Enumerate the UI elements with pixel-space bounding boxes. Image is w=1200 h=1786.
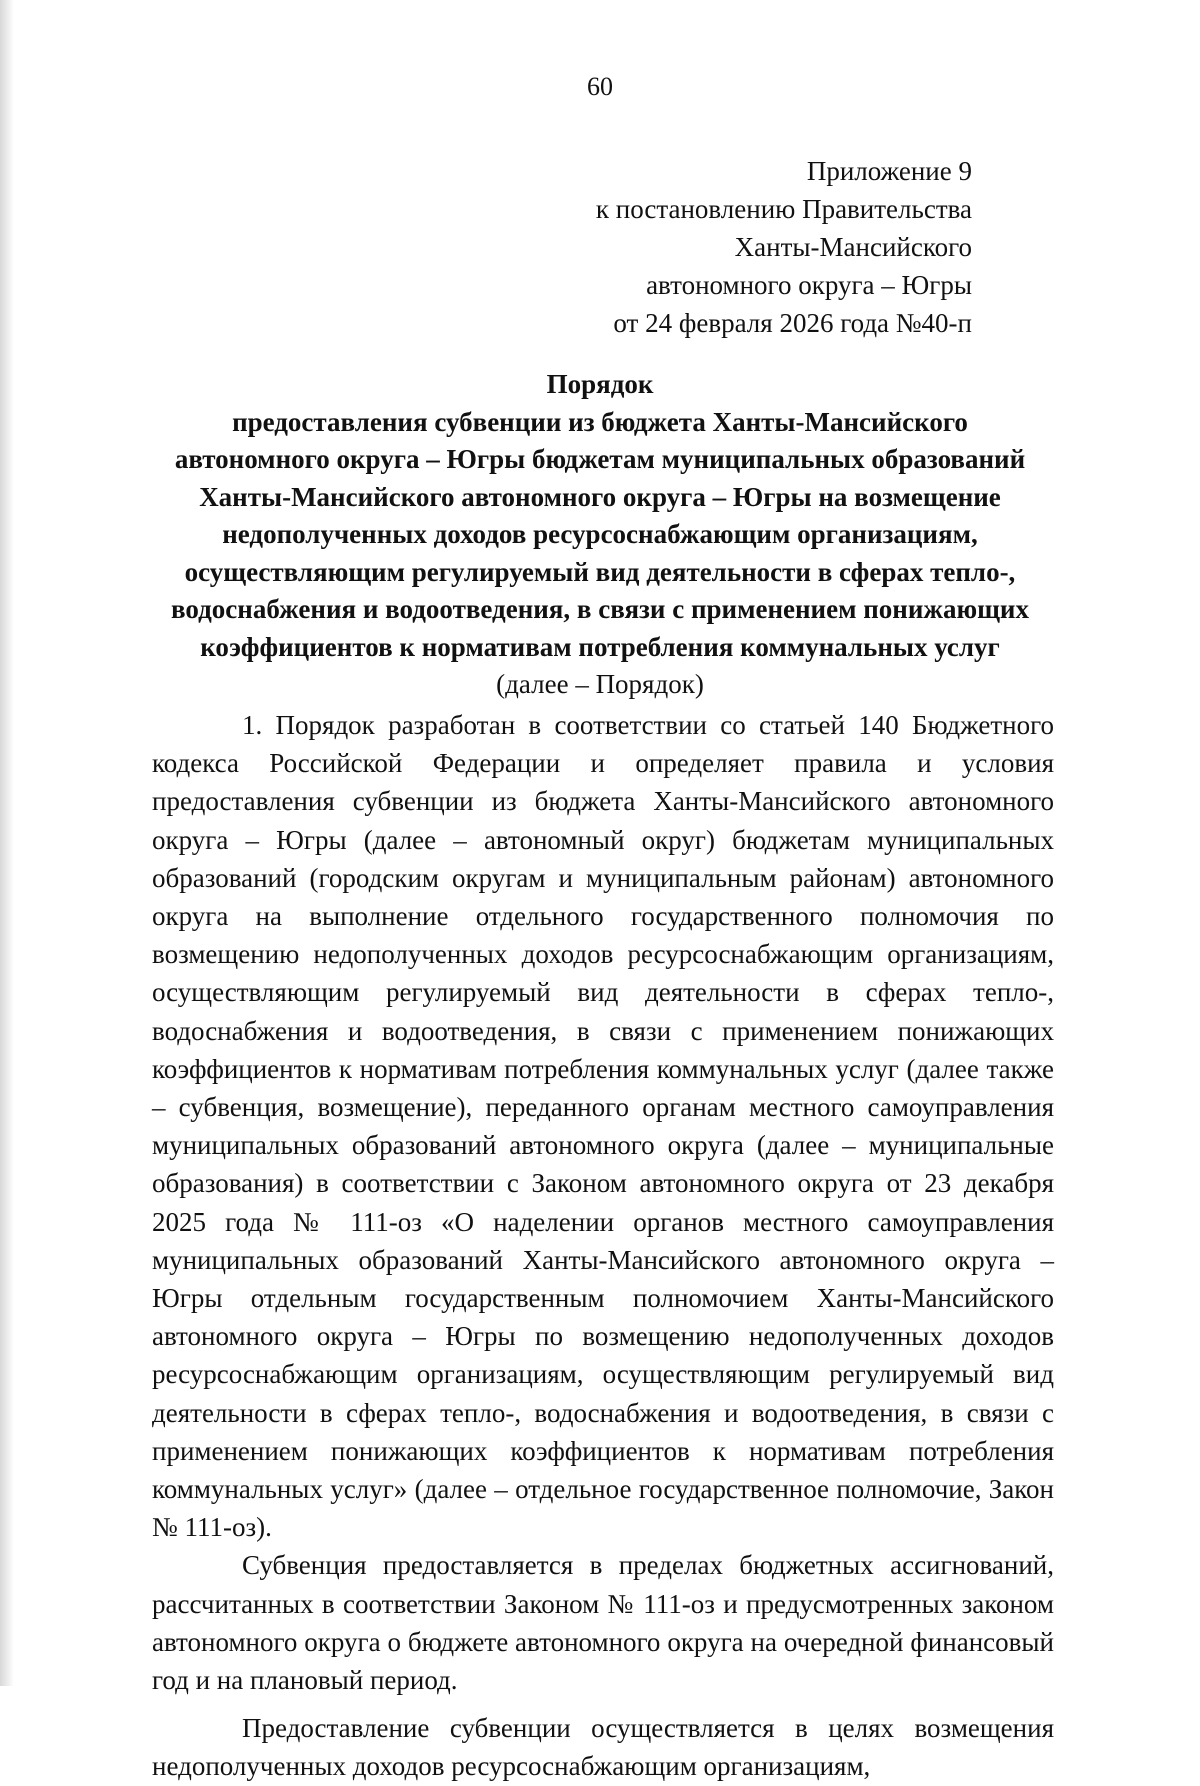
document-body bbox=[152, 706, 1054, 1786]
appendix-line: Приложение 9 bbox=[806, 156, 972, 186]
appendix-line: от 24 февраля 2026 года №40-п bbox=[613, 308, 972, 338]
appendix-line: автономного округа – Югры bbox=[646, 270, 972, 300]
title-line: Ханты-Мансийского автономного округа – Югры на возмещение bbox=[199, 481, 1001, 512]
appendix-line: Ханты-Мансийского bbox=[734, 232, 972, 262]
title-line: водоснабжения и водоотведения, в связи с применением понижающих bbox=[171, 594, 1029, 624]
appendix-reference bbox=[596, 152, 972, 342]
title-subtitle: (далее – Порядок) bbox=[496, 669, 704, 699]
title-line: недополученных доходов ресурсоснабжающим организациям, bbox=[222, 519, 978, 549]
document-title bbox=[150, 366, 1050, 704]
paragraph: 1. Порядок разработан в соответствии со статьей 140 Бюджетного кодекса Российской Федерации и определяет правила и условия предоставления субвенции из бюджета Ханты-Мансийского автономного округа – Югры (далее – автономный округ) бюджетам муниципальных образований (городским округам и муниципальным районам) автономного округа на выполнение отдельного государственного полномочия по возмещению недополученных доходов ресурсоснабжающим организациям, осуществляющим регулируемый вид деятельности в сферах тепло-, водоснабжения и водоотведения, в связи с применением понижающих коэффициентов к нормативам потребления коммунальных услуг (далее также – субвенция, возмещение), переданного органам местного самоуправления муниципальных образований автономного округа (далее – муниципальные образования) в соответствии с Законом автономного округа от 23 декабря 2025 года № 111-оз «О наделении органов местного самоуправления муниципальных образований Ханты-Мансийского автономного округа – Югры отдельным государственным полномочием Ханты-Мансийского автономного округа – Югры по возмещению недополученных доходов ресурсоснабжающим организациям, осуществляющим регулируемый вид деятельности в сферах тепло-, водоснабжения и водоотведения, в связи с применением понижающих коэффициентов к нормативам потребления коммунальных услуг» (далее – отдельное государственное полномочие, Закон № 111-оз). bbox=[152, 710, 1054, 1543]
title-line: автономного округа – Югры бюджетам муниципальных образований bbox=[174, 444, 1026, 474]
title-line: коэффициентов к нормативам потребления коммунальных услуг bbox=[200, 631, 1000, 662]
paragraph: Предоставление субвенции осуществляется в целях возмещения недополученных доходов ресурсоснабжающим организациям, bbox=[152, 1713, 1054, 1782]
appendix-line: к постановлению Правительства bbox=[595, 194, 972, 224]
title-heading: Порядок bbox=[546, 369, 654, 399]
title-line: предоставления субвенции из бюджета Ханты-Мансийского bbox=[232, 406, 968, 437]
paragraph: Субвенция предоставляется в пределах бюджетных ассигнований, рассчитанных в соответствии Законом № 111-оз и предусмотренных законом автономного округа о бюджете автономного округа на очередной финансовый год и на плановый период. bbox=[152, 1550, 1054, 1696]
scan-edge-shadow bbox=[0, 0, 14, 1686]
title-line: осуществляющим регулируемый вид деятельности в сферах тепло-, bbox=[184, 556, 1016, 587]
page-number: 60 bbox=[587, 72, 613, 101]
